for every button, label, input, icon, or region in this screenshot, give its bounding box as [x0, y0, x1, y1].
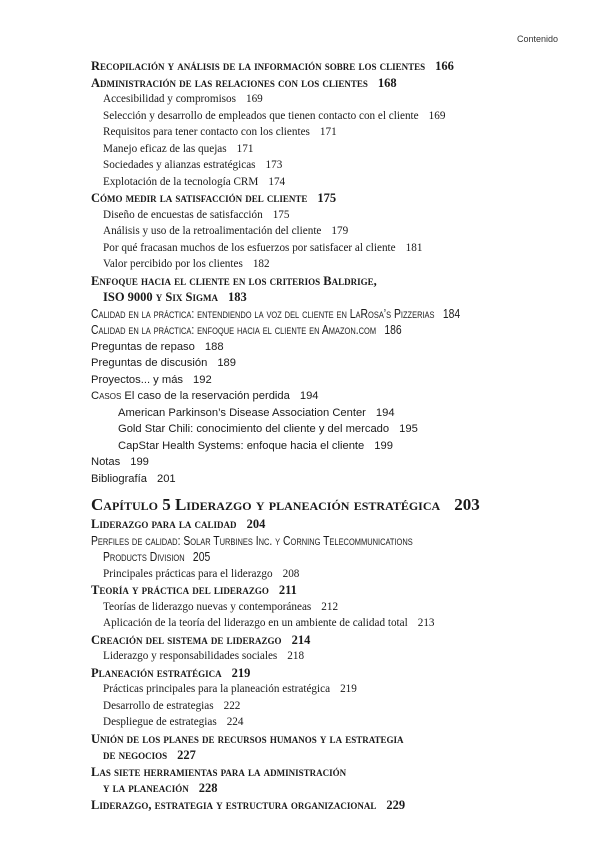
toc-entry[interactable]: Liderazgo y responsabilidades sociales 218	[103, 650, 305, 662]
toc-heading-siete[interactable]: Las siete herramientas para la administración	[91, 764, 347, 779]
toc-heading[interactable]: Administración de las relaciones con los clientes 168	[91, 75, 397, 90]
toc-heading-union[interactable]: Unión de los planes de recursos humanos y la estrategia	[91, 731, 404, 746]
toc-heading-liderazgo-calidad[interactable]: Liderazgo para la calidad 204	[91, 517, 266, 531]
toc-heading-siete-cont[interactable]: y la planeación 228	[103, 781, 218, 795]
toc-heading[interactable]: Teoría y práctica del liderazgo 211	[91, 583, 297, 597]
toc-entry[interactable]: Selección y desarrollo de empleados que tienen contacto con el cliente 169	[103, 109, 446, 122]
toc-entry[interactable]: Requisitos para tener contacto con los clientes 171	[103, 126, 337, 138]
toc-entry[interactable]: Proyectos... y más 192	[91, 373, 212, 386]
toc-notas[interactable]: Notas 199	[91, 456, 149, 468]
toc-entry[interactable]: Despliegue de estrategias 224	[103, 716, 244, 728]
toc-entry[interactable]: Diseño de encuestas de satisfacción 175	[103, 208, 290, 221]
toc-entry[interactable]: American Parkinson’s Disease Association Center 194	[118, 406, 395, 419]
toc-heading-estructura[interactable]: Liderazgo, estrategia y estructura organizacional 229	[91, 797, 406, 812]
toc-entry[interactable]: Desarrollo de estrategias 222	[103, 699, 241, 712]
toc-heading[interactable]: Creación del sistema de liderazgo 214	[91, 632, 311, 647]
toc-entry[interactable]: Prácticas principales para la planeación estratégica 219	[103, 683, 357, 695]
toc-heading[interactable]: Cómo medir la satisfacción del cliente 175	[91, 191, 337, 205]
toc-entry[interactable]: Explotación de la tecnología CRM 174	[103, 175, 286, 188]
toc-profile-cont[interactable]: Products Division 205	[103, 550, 211, 564]
toc-entry[interactable]: Sociedades y alianzas estratégicas 173	[103, 159, 283, 171]
toc-entry[interactable]: Preguntas de repaso 188	[91, 340, 224, 353]
toc-entry[interactable]: Gold Star Chili: conocimiento del cliente y del mercado 195	[118, 423, 418, 435]
toc-profile[interactable]: Perfiles de calidad: Solar Turbines Inc. y Corning Telecommunications	[91, 533, 413, 548]
toc-entry[interactable]: Aplicación de la teoría del liderazgo en un ambiente de calidad total 213	[103, 617, 435, 629]
toc-section-continued	[91, 58, 561, 487]
toc-entry[interactable]: Análisis y uso de la retroalimentación del cliente 179	[103, 225, 349, 237]
toc-entry[interactable]: Accesibilidad y compromisos 169	[103, 93, 263, 105]
toc-entry[interactable]: Preguntas de discusión 189	[91, 357, 236, 369]
toc-entry[interactable]: CapStar Health Systems: enfoque hacia el cliente 199	[118, 439, 393, 452]
toc-entry[interactable]: Principales prácticas para el liderazgo 208	[103, 567, 300, 580]
toc-practice-larosas[interactable]: Calidad en la práctica: entendiendo la voz del cliente en LaRosa’s Pizzerias 184	[91, 306, 461, 321]
running-head: Contenido	[516, 34, 558, 44]
toc-heading-baldrige[interactable]: Enfoque hacia el cliente en los criterios Baldrige,	[91, 273, 377, 288]
toc-heading-union-cont[interactable]: de negocios 227	[103, 748, 196, 762]
toc-entry[interactable]: Manejo eficaz de las quejas 171	[103, 142, 254, 155]
toc-heading-baldrige-cont[interactable]: ISO 9000 y Six Sigma 183	[103, 290, 247, 304]
chapter-title[interactable]: Capítulo 5 Liderazgo y planeación estratégica 203	[91, 495, 480, 514]
toc-entry[interactable]: Teorías de liderazgo nuevas y contemporáneas 212	[103, 600, 339, 613]
toc-heading[interactable]: Planeación estratégica 219	[91, 665, 251, 680]
toc-practice-amazon[interactable]: Calidad en la práctica: enfoque hacia el cliente en Amazon.com 186	[91, 323, 402, 337]
toc-chapter-5	[91, 494, 561, 813]
toc-heading[interactable]: Recopilación y análisis de la información sobre los clientes 166	[91, 59, 454, 73]
toc-entry[interactable]: Valor percibido por los clientes 182	[103, 258, 270, 270]
toc-bibliografia[interactable]: Bibliografía 201	[91, 472, 176, 485]
toc-casos[interactable]: Casos El caso de la reservación perdida 194	[91, 390, 319, 402]
toc-entry[interactable]: Por qué fracasan muchos de los esfuerzos por satisfacer al cliente 181	[103, 241, 423, 254]
